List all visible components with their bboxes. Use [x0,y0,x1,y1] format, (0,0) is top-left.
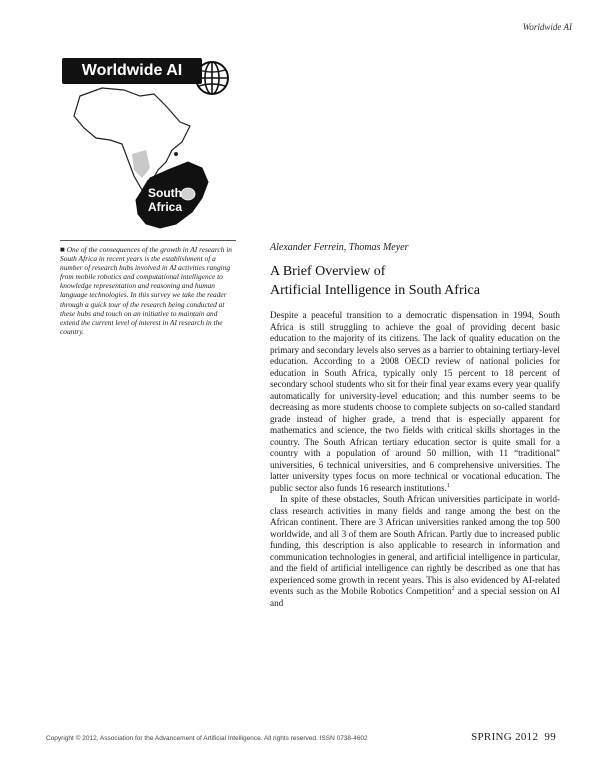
paragraph-2-tail: and a special session on AI and [270,586,560,608]
running-head: Worldwide AI [522,22,572,32]
abstract [60,240,236,336]
paragraph-2 [270,494,560,609]
page-number: 99 [544,731,556,743]
article-title-line2: Artificial Intelligence in South Africa [270,283,480,298]
logo-title: Worldwide AI [62,58,202,84]
paragraph-2-text: In spite of these obstacles, South African universities participate in world-class research activities in many fields and range among the best on the African continent. There are 3 African universities ranked among the top 500 worldwide, and all 3 of them are South African. Partly due to increased public funding, this description is also applicable to research in information and communication technologies in general, and artificial intelligence in particular, and the field of artificial intelligence can rightly be described as one that has experienced some growth in recent years. This is also evidenced by AI-related events such as the Mobile Robotics Competition [270,494,560,596]
logo-country-line1: South [148,186,182,200]
paragraph-1 [270,310,560,494]
article-authors: Alexander Ferrein, Thomas Meyer [270,242,409,253]
article-title-line1: A Brief Overview of [270,264,386,279]
copyright-notice: Copyright © 2012, Association for the Advancement of Artificial Intelligence. All rights reserved. ISSN 0738-4602 [46,735,368,742]
paragraph-1-text: Despite a peaceful transition to a democratic dispensation in 1994, South Africa is still struggling to achieve the goal of providing decent basic education to the majority of its citizens. The lack of quality education on the primary and secondary levels also serves as a barrier to obtaining tertiary-level education. According to a 2008 OECD review of national policies for education in South Africa, typically only 15 percent to 18 percent of secondary school students who sit for their final year exams every year qualify automatically for university-level education; and this number seems to be decreasing as more students choose to complete subjects on so-called standard grade instead of higher grade, a trend that is especially apparent for mathematics and science, the two fields with critical skills shortages in the country. The South African tertiary education sector is quite small for a country with a population of around 50 million, with 11 “traditional” universities, 6 technical universities, and 6 comprehensive universities. The latter university types focus on more technical or vocational education. The public sector also funds 16 research institutions. [270,310,560,493]
article-title [270,262,560,300]
issue-and-page [471,731,556,743]
issue-label: SPRING 2012 [471,731,539,743]
logo-country-label [148,186,182,214]
article-body [270,310,560,609]
footnote-ref-2[interactable]: 2 [451,585,455,592]
worldwide-ai-logo [62,58,232,238]
abstract-text: One of the consequences of the growth in AI research in South Africa in recent years is the establishment of a number of research hubs involved in AI activities ranging from mobile robotics and computational intelligence to knowledge representation and reasoning and human language technologies. In this survey we take the reader through a quick tour of the research being conducted at these hubs and touch on an initiative to maintain and extend the current level of interest in AI research in the country. [60,245,232,336]
abstract-bullet: ■ [60,245,65,254]
footnote-ref-1[interactable]: 1 [446,482,450,489]
logo-country-line2: Africa [148,200,183,214]
